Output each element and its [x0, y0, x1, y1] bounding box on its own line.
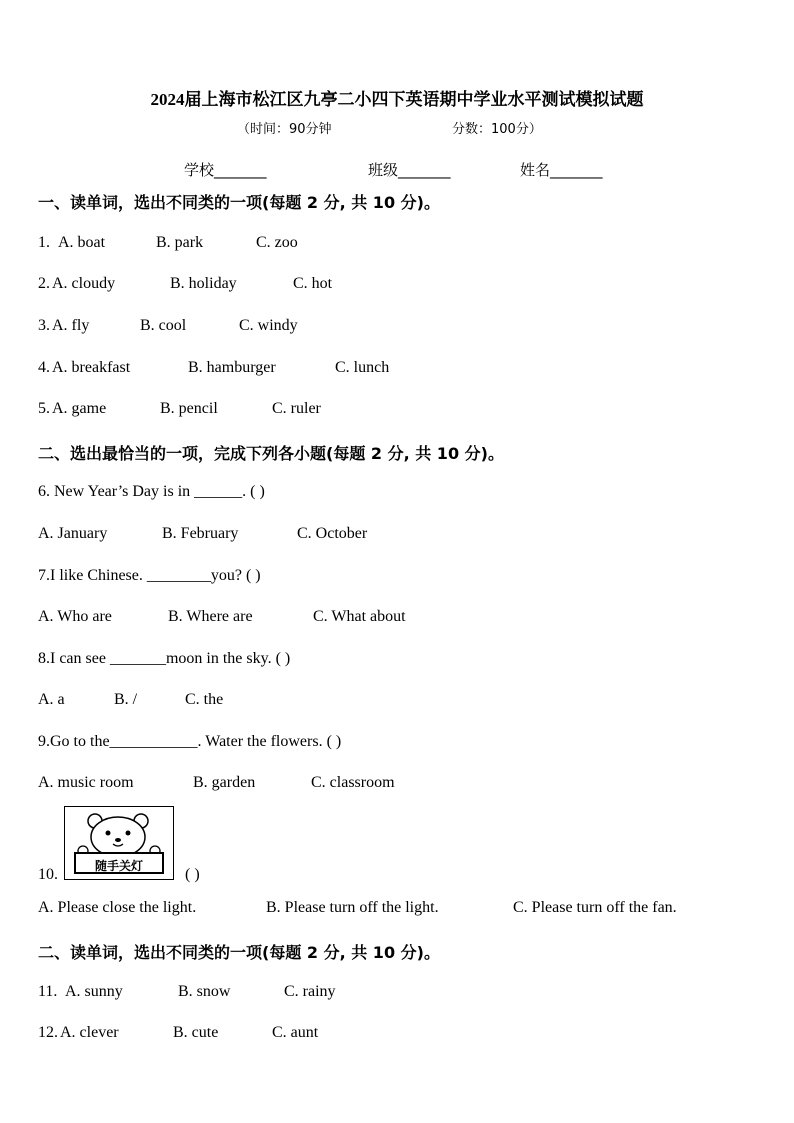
option-a: A. fly: [52, 317, 90, 334]
option-b: B. garden: [193, 774, 256, 791]
option-b: B. February: [162, 525, 239, 542]
option-a: A. sunny: [65, 983, 123, 1000]
question-number: 2.: [38, 275, 50, 292]
option-c: C. the: [185, 691, 224, 708]
option-a: A. clever: [60, 1024, 119, 1041]
question-8-stem: 8.I can see _______moon in the sky. ( ): [38, 650, 291, 667]
option-b: B. Please turn off the light.: [266, 899, 439, 916]
option-b: B. snow: [178, 983, 231, 1000]
option-a: A. Please close the light.: [38, 899, 197, 916]
option-a: A. game: [52, 400, 107, 417]
question-number: 5.: [38, 400, 50, 417]
option-b: B. park: [156, 234, 204, 251]
section-2-heading: 二、选出最恰当的一项，完成下列各小题(每题 2 分, 共 10 分)。: [38, 444, 504, 463]
option-c: C. hot: [293, 275, 333, 292]
name-field: 姓名_______: [520, 161, 603, 179]
option-a: A. a: [38, 691, 65, 708]
option-c: C. classroom: [311, 774, 395, 791]
option-c: C. October: [297, 525, 368, 542]
question-9-stem: 9.Go to the___________. Water the flowers. ( ): [38, 733, 342, 750]
question-7-stem: 7.I like Chinese. ________you? ( ): [38, 567, 261, 584]
question-number: 3.: [38, 317, 50, 334]
option-a: A. breakfast: [52, 359, 131, 376]
option-a: A. boat: [58, 234, 106, 251]
option-b: B. hamburger: [188, 359, 276, 376]
option-c: C. aunt: [272, 1024, 319, 1041]
question-number: 12.: [38, 1024, 58, 1041]
option-c: C. rainy: [284, 983, 336, 1000]
option-a: A. January: [38, 525, 108, 542]
option-a: A. music room: [38, 774, 134, 791]
option-c: C. Please turn off the fan.: [513, 899, 677, 916]
question-10-blank: ( ): [185, 866, 200, 883]
option-b: B. cute: [173, 1024, 219, 1041]
question-number: 11.: [38, 983, 58, 1000]
option-c: C. lunch: [335, 359, 390, 376]
option-b: B. pencil: [160, 400, 218, 417]
page-title: 2024届上海市松江区九亭二小四下英语期中学业水平测试模拟试题: [150, 90, 644, 109]
option-c: C. ruler: [272, 400, 321, 417]
question-number: 1.: [38, 234, 50, 251]
question-6-stem: 6. New Year’s Day is in ______. ( ): [38, 483, 265, 500]
light-off-sign-image: [64, 806, 174, 880]
option-a: A. Who are: [38, 608, 112, 625]
option-a: A. cloudy: [52, 275, 116, 292]
school-field: 学校_______: [184, 161, 267, 179]
option-c: C. windy: [239, 317, 298, 334]
option-c: C. What about: [313, 608, 406, 625]
section-1-heading: 一、读单词，选出不同类的一项(每题 2 分, 共 10 分)。: [38, 193, 440, 212]
question-10-number: 10.: [38, 866, 58, 883]
total-score: 分数：100分）: [452, 122, 542, 137]
option-c: C. zoo: [256, 234, 298, 251]
option-b: B. cool: [140, 317, 187, 334]
option-b: B. Where are: [168, 608, 253, 625]
section-3-heading: 二、读单词，选出不同类的一项(每题 2 分, 共 10 分)。: [38, 943, 440, 962]
time-limit: （时间：90分钟: [237, 122, 332, 137]
option-b: B. /: [114, 691, 138, 708]
sign-text: 随手关灯: [94, 859, 143, 873]
class-field: 班级_______: [368, 161, 451, 179]
question-number: 4.: [38, 359, 50, 376]
option-b: B. holiday: [170, 275, 237, 292]
